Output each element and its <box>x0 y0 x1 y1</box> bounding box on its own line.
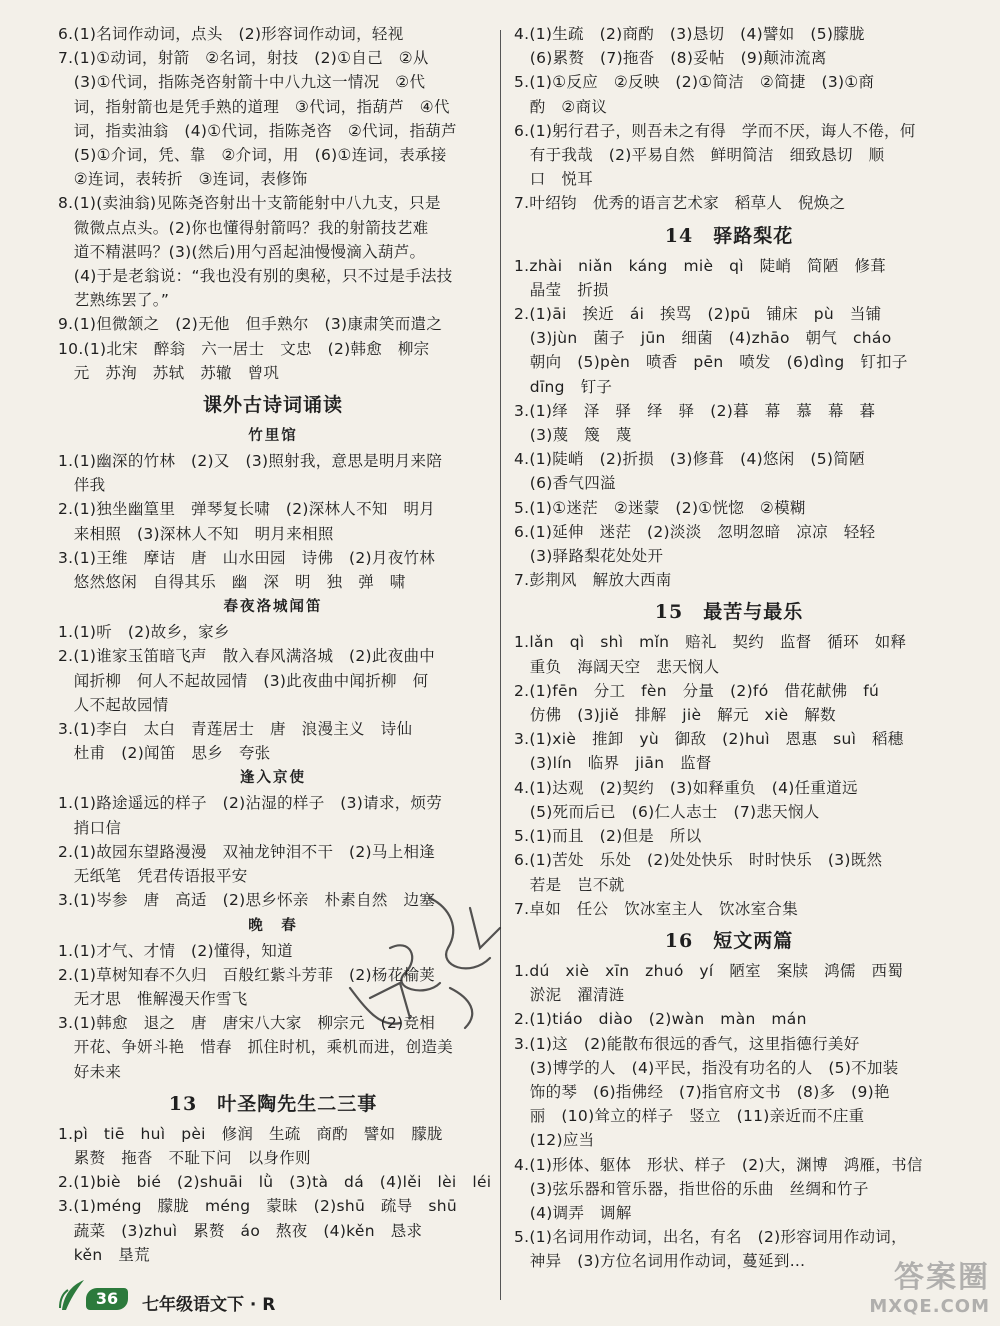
handwritten-scribble <box>330 888 540 1038</box>
answer-line: 艺熟练罢了。” <box>58 291 170 310</box>
answer-line: 5.(1)①反应 ②反映 (2)①简洁 ②简捷 (3)①商 <box>514 73 875 92</box>
answer-line: 4.(1)形体、躯体 形状、样子 (2)大，渊博 鸿雁，书信 <box>514 1155 923 1174</box>
answer-line: 3.(1)王维 摩诘 唐 山水田园 诗佛 (2)月夜竹林 <box>58 548 436 567</box>
answer-line: 1.(1)听 (2)故乡，家乡 <box>58 623 230 642</box>
answer-line: 微微点点头。(2)你也懂得射箭吗？我的射箭技艺难 <box>58 218 429 237</box>
section-title: 课外古诗词诵读 <box>202 394 343 417</box>
answer-line: 5.(1)①迷茫 ②迷蒙 (2)①恍惚 ②模糊 <box>514 498 806 517</box>
answer-line: 仿佛 (3)jiě 排解 jiè 解元 xiè 解数 <box>514 706 836 725</box>
answer-line: ②连词，表转折 ③连词，表修饰 <box>58 170 308 189</box>
answer-line: 朝向 (5)pèn 喷香 pēn 喷发 (6)dìng 钉扣子 <box>514 353 908 372</box>
answer-line: 8.(1)(卖油翁)见陈尧咨射出十支箭能射中八九支，只是 <box>58 194 441 213</box>
answer-line: 词，指射箭也是凭手熟的道理 ③代词，指葫芦 ④代 <box>58 97 450 116</box>
answer-line: 重负 海阔天空 悲天悯人 <box>514 657 720 676</box>
poem-title: 春夜洛城闻笛 <box>223 599 323 616</box>
answer-line: 丽 (10)耸立的样子 竖立 (11)亲近而不庄重 <box>514 1107 865 1126</box>
answer-line: 悠然悠闲 自得其乐 幽 深 明 独 弹 啸 <box>58 573 406 592</box>
answer-line: dīng 钉子 <box>514 377 613 396</box>
answer-line: 3.(1)绎 泽 驿 绎 驿 (2)暮 幕 慕 幕 暮 <box>514 401 876 420</box>
leaf-icon <box>58 1278 88 1312</box>
answer-line: 2.(1)故园东望路漫漫 双袖龙钟泪不干 (2)马上相逢 <box>58 842 436 861</box>
poem-title: 竹里馆 <box>248 428 298 445</box>
answer-line: 1.lǎn qì shì mǐn 赔礼 契约 监督 循环 如释 <box>514 633 907 652</box>
answer-line: 词，指卖油翁 (4)①代词，指陈尧咨 ②代词，指葫芦 <box>58 121 457 140</box>
answer-line: 2.(1)谁家玉笛暗飞声 散入春风满洛城 (2)此夜曲中 <box>58 647 436 666</box>
answer-line: 酌 ②商议 <box>514 97 608 116</box>
section-title: 16 短文两篇 <box>664 929 794 952</box>
answer-line: 道不精湛吗？(3)(然后)用勺舀起油慢慢滴入葫芦。 <box>58 242 426 261</box>
answer-line: 9.(1)但微颔之 (2)无他 但手熟尔 (3)康肃笑而遣之 <box>58 315 443 334</box>
answer-line: 1.pì tiē huì pèi 修润 生疏 商酌 譬如 朦胧 <box>58 1124 443 1143</box>
column-divider <box>500 30 501 1300</box>
watermark-url: MXQE.COM <box>869 1296 990 1317</box>
answer-line: (3)jùn 菌子 jūn 细菌 (4)zhāo 朝气 cháo <box>514 329 892 348</box>
answer-line: 6.(1)苦处 乐处 (2)处处快乐 时时快乐 (3)既然 <box>514 851 883 870</box>
answer-line: 2.(1)āi 挨近 ái 挨骂 (2)pū 铺床 pù 当铺 <box>514 305 882 324</box>
answer-line: 3.(1)这 (2)能散布很远的香气，这里指德行美好 <box>514 1034 860 1053</box>
poem-title: 逢入京使 <box>240 770 306 787</box>
page-number-badge: 36 <box>86 1288 128 1310</box>
answer-line: 累赘 拖沓 不耻下问 以身作则 <box>58 1148 311 1167</box>
watermark-title: 答案圈 <box>894 1260 990 1295</box>
answer-line: kěn 垦荒 <box>58 1245 150 1264</box>
answer-line: 2.(1)独坐幽篁里 弹琴复长啸 (2)深林人不知 明月 <box>58 500 436 519</box>
answer-line: 4.(1)陡峭 (2)折损 (3)修葺 (4)悠闲 (5)简陋 <box>514 450 865 469</box>
answer-line: (3)lín 临界 jiān 监督 <box>514 754 712 773</box>
answer-line: 1.(1)才气、才情 (2)懂得，知道 <box>58 941 293 960</box>
answer-line: 3.(1)méng 朦胧 méng 蒙昧 (2)shū 疏导 shū <box>58 1197 457 1216</box>
answer-line: 3.(1)李白 太白 青莲居士 唐 浪漫主义 诗仙 <box>58 720 413 739</box>
answer-line: (5)死而后已 (6)仁人志士 (7)悲天悯人 <box>514 802 820 821</box>
answer-line: 3.(1)岑参 唐 高适 (2)思乡怀亲 朴素自然 边塞 <box>58 891 436 910</box>
answer-line: (3)博学的人 (4)平民，指没有功名的人 (5)不加装 <box>514 1058 899 1077</box>
answer-line: (12)应当 <box>514 1131 595 1150</box>
answer-line: 捎口信 <box>58 818 122 837</box>
answer-line: (3)蔑 篾 蔑 <box>514 426 632 445</box>
answer-line: 1.(1)幽深的竹林 (2)又 (3)照射我，意思是明月来陪 <box>58 452 443 471</box>
answer-line: 6.(1)延伸 迷茫 (2)淡淡 忽明忽暗 凉凉 轻轻 <box>514 522 876 541</box>
answer-line: 口 悦耳 <box>514 170 594 189</box>
answer-line: 6.(1)躬行君子，则吾未之有得 学而不厌，诲人不倦，何 <box>514 121 916 140</box>
answer-line: 5.(1)而且 (2)但是 所以 <box>514 827 702 846</box>
answer-line: (3)①代词，指陈尧咨射箭十中八九这一情况 ②代 <box>58 73 426 92</box>
answer-line: (6)累赘 (7)拖沓 (8)妥帖 (9)颠沛流离 <box>514 49 827 68</box>
right-column <box>514 22 944 1274</box>
answer-line: (6)香气四溢 <box>514 474 616 493</box>
answer-line: 7.彭荆风 解放大西南 <box>514 571 672 590</box>
answer-line: 晶莹 折损 <box>514 280 609 299</box>
answer-line: 7.叶绍钧 优秀的语言艺术家 稻草人 倪焕之 <box>514 194 846 213</box>
answer-line: (4)于是老翁说：“我也没有别的奥秘，只不过是手法技 <box>58 267 453 286</box>
answer-line: 2.(1)biè bié (2)shuāi lǜ (3)tà dá (4)lěi lèi léi <box>58 1173 492 1192</box>
answer-line: 无才思 惟解漫天作雪飞 <box>58 989 248 1008</box>
answer-line: 无纸笔 凭君传语报平安 <box>58 867 248 886</box>
answer-line: 来相照 (3)深林人不知 明月来相照 <box>58 524 334 543</box>
answer-line: 闻折柳 何人不起故园情 (3)此夜曲中闻折柳 何 <box>58 671 429 690</box>
poem-title: 晚 春 <box>248 917 298 934</box>
answer-line: 5.(1)名词用作动词，出名，有名 (2)形容词用作动词， <box>514 1228 907 1247</box>
answer-line: 伴我 <box>58 476 106 495</box>
answer-line: 好未来 <box>58 1062 122 1081</box>
book-label: 七年级语文下 · R <box>142 1295 276 1315</box>
answer-line: 2.(1)草树知春不久归 百般红紫斗芳菲 (2)杨花榆荚 <box>58 965 436 984</box>
answer-line: 2.(1)tiáo diào (2)wàn màn mán <box>514 1010 807 1029</box>
answer-line: 4.(1)达观 (2)契约 (3)如释重负 (4)任重道远 <box>514 778 858 797</box>
answer-line: 1.zhài niǎn káng miè qì 陡峭 简陋 修葺 <box>514 256 887 275</box>
answer-line: (4)调弄 调解 <box>514 1203 632 1222</box>
answer-line: 2.(1)fēn 分工 fèn 分量 (2)fó 借花献佛 fú <box>514 681 880 700</box>
answer-line: 若是 岂不就 <box>514 875 625 894</box>
page-footer <box>58 1278 358 1318</box>
answer-line: (3)驿路梨花处处开 <box>514 547 664 566</box>
answer-line: 4.(1)生疏 (2)商酌 (3)恳切 (4)譬如 (5)朦胧 <box>514 25 865 43</box>
section-title: 13 叶圣陶先生二三事 <box>168 1092 378 1115</box>
answer-line: (5)①介词，凭、靠 ②介词，用 (6)①连词，表承接 <box>58 146 447 165</box>
watermark-logo <box>840 1252 990 1322</box>
answer-line: 1.(1)路途遥远的样子 (2)沾湿的样子 (3)请求，烦劳 <box>58 794 443 813</box>
answer-line: 杜甫 (2)闻笛 思乡 夸张 <box>58 744 271 763</box>
answer-line: 3.(1)xiè 推卸 yù 御敌 (2)huì 恩惠 suì 稻穗 <box>514 730 904 749</box>
answer-line: 6.(1)名词作动词，点头 (2)形容词作动词，轻视 <box>58 25 404 43</box>
answer-line: 有于我哉 (2)平易自然 鲜明简洁 细致恳切 顺 <box>514 146 885 165</box>
answer-line: 10.(1)北宋 醉翁 六一居士 文忠 (2)韩愈 柳宗 <box>58 339 430 358</box>
answer-line: 3.(1)韩愈 退之 唐 唐宋八大家 柳宗元 (2)竞相 <box>58 1014 436 1033</box>
answer-line: 7.卓如 任公 饮冰室主人 饮冰室合集 <box>514 899 798 918</box>
answer-line: 1.dú xiè xīn zhuó yí 陋室 案牍 鸿儒 西蜀 <box>514 961 904 980</box>
answer-line: 7.(1)①动词，射箭 ②名词，射技 (2)①自己 ②从 <box>58 49 429 68</box>
left-column <box>58 22 492 1267</box>
answer-line: 饰的琴 (6)指佛经 (7)指官府文书 (8)多 (9)艳 <box>514 1082 890 1101</box>
answer-line: 元 苏洵 苏轼 苏辙 曾巩 <box>58 363 280 382</box>
answer-line: 人不起故园情 <box>58 695 169 714</box>
section-title: 14 驿路梨花 <box>664 224 794 247</box>
answer-line: 淤泥 濯清涟 <box>514 986 625 1005</box>
answer-line: (3)弦乐器和管乐器，指世俗的乐曲 丝绸和竹子 <box>514 1179 869 1198</box>
answer-line: 蔬菜 (3)zhuì 累赘 áo 熬夜 (4)kěn 恳求 <box>58 1221 423 1240</box>
section-title: 15 最苦与最乐 <box>654 601 804 624</box>
answer-line: 开花、争妍斗艳 惜春 抓住时机，乘机而进，创造美 <box>58 1038 454 1057</box>
answer-line: 神异 (3)方位名词用作动词，蔓延到… <box>514 1252 806 1271</box>
